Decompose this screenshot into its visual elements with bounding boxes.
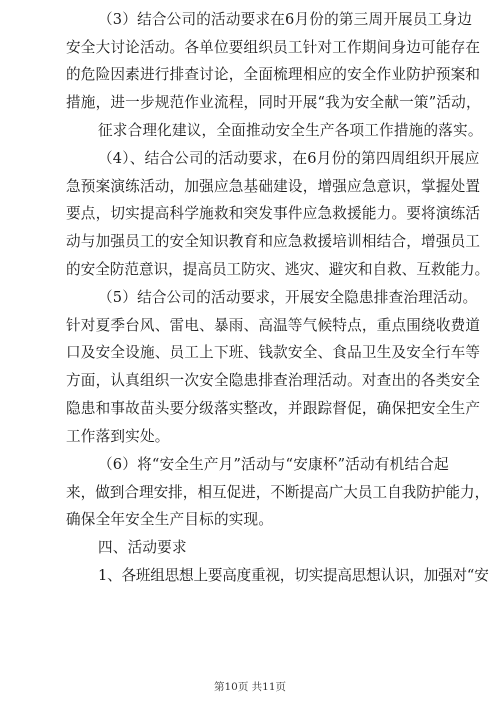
page-footer: 第10页 共11页 bbox=[213, 681, 287, 693]
text-line-3: 的危险因素进行排查讨论，全面梳理相应的安全作业防护预案和 bbox=[66, 66, 481, 83]
text-line-19: 确保全年安全生产目标的实现。 bbox=[66, 511, 274, 528]
text-line-1: （3）结合公司的活动要求在6月份的第三周开展员工身边 bbox=[98, 11, 473, 28]
text-line-4: 措施，进一步规范作业流程，同时开展“我为安全献一策”活动， bbox=[66, 94, 481, 111]
text-line-6: （4）、结合公司的活动要求，在6月份的第四周组织开展应 bbox=[98, 150, 480, 167]
text-line-7: 急预案演练活动，加强应急基础建设，增强应急意识，掌握处置 bbox=[66, 178, 481, 195]
text-line-13: 口及安全设施、员工上下班、钱款安全、食品卫生及安全行车等 bbox=[66, 344, 481, 361]
text-line-8: 要点，切实提高科学施救和突发事件应急救援能力。要将演练活 bbox=[66, 205, 481, 222]
text-line-16: 工作落到实处。 bbox=[66, 428, 170, 445]
text-line-5: 征求合理化建议，全面推动安全生产各项工作措施的落实。 bbox=[98, 122, 483, 139]
section-heading: 四、活动要求 bbox=[98, 539, 187, 556]
text-line-9: 动与加强员工的安全知识教育和应急救援培训相结合，增强员工 bbox=[66, 233, 481, 250]
text-line-10: 的安全防范意识，提高员工防灾、逃灾、避灾和自救、互救能力。 bbox=[66, 261, 490, 278]
text-line-15: 隐患和事故苗头要分级落实整改，并跟踪督促，确保把安全生产 bbox=[66, 400, 481, 417]
text-line-14: 方面，认真组织一次安全隐患排查治理活动。对查出的各类安全 bbox=[66, 372, 481, 389]
text-line-2: 安全大讨论活动。各单位要组织员工针对工作期间身边可能存在 bbox=[66, 39, 481, 56]
text-line-11: （5）结合公司的活动要求，开展安全隐患排查治理活动。 bbox=[98, 289, 478, 306]
text-line-21: 1、各班组思想上要高度重视，切实提高思想认识，加强对“安 bbox=[98, 567, 489, 584]
text-line-12: 针对夏季台风、雷电、暴雨、高温等气候特点，重点围绕收费道 bbox=[66, 317, 481, 334]
text-line-18: 来，做到合理安排，相互促进，不断提高广大员工自我防护能力， bbox=[66, 484, 490, 501]
text-line-17: （6）将“安全生产月”活动与“安康杯”活动有机结合起 bbox=[98, 456, 449, 473]
